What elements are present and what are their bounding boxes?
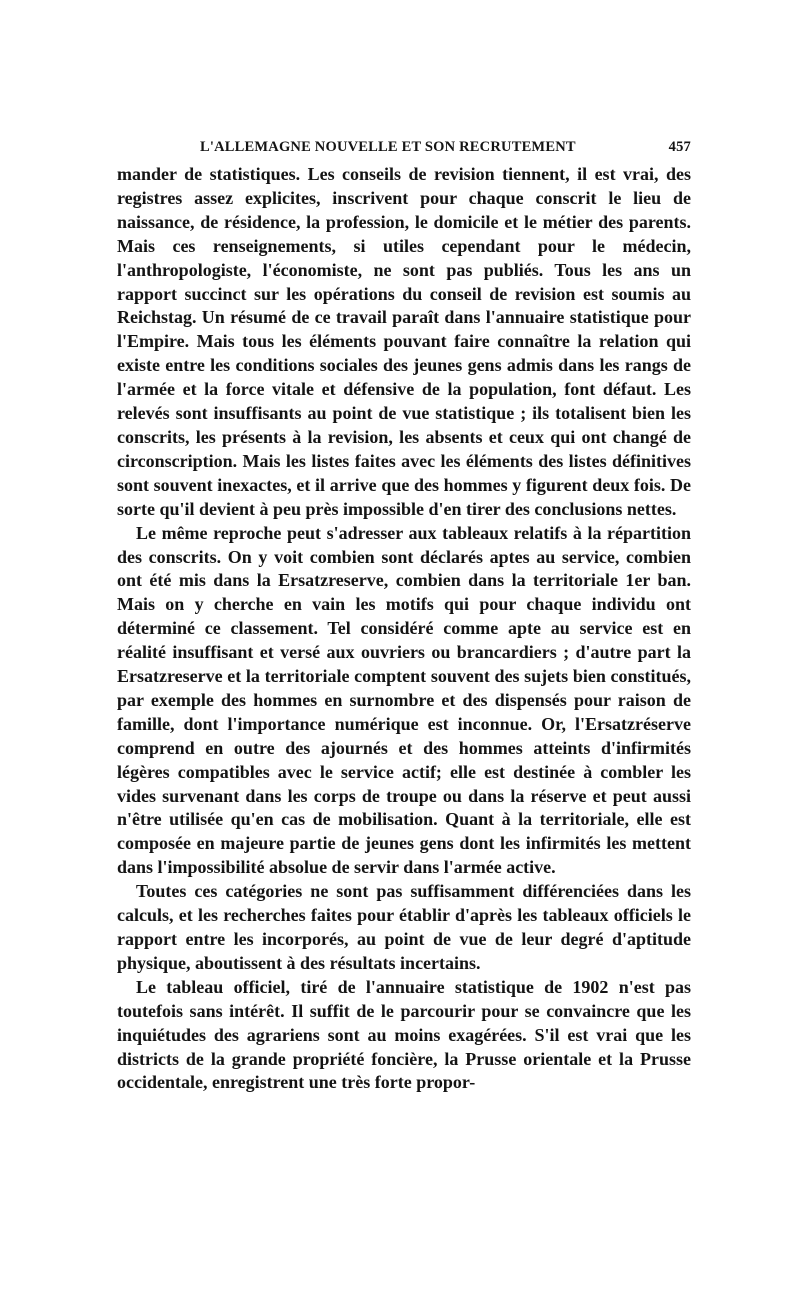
body-text — [117, 163, 691, 1095]
running-header — [117, 139, 691, 163]
paragraph: Toutes ces catégories ne sont pas suffisamment différenciées dans les calculs, et les recherches faites pour établir d'après les tableaux officiels le rapport entre les incorporés, au point de vue de leur degré d'aptitude physique, aboutissent à des résultats incertains. — [117, 881, 691, 973]
page-number: 457 — [668, 139, 691, 155]
paragraph: Le même reproche peut s'adresser aux tableaux relatifs à la répartition des conscrits. On y voit combien sont déclarés aptes au service, combien ont été mis dans la Ersatzreserve, combien dans la territoriale 1er ban. Mais on y cherche en vain les motifs qui pour chaque individu ont déterminé ce classement. Tel considéré comme apte au service est en réalité insuffisant et versé aux ouvriers ou brancardiers ; d'autre part la Ersatzreserve et la territoriale comptent souvent des sujets bien constitués, par exemple des hommes en surnombre et des dispensés pour raison de famille, dont l'importance numérique est inconnue. Or, l'Ersatzréserve comprend en outre des ajournés et des hommes atteints d'infirmités légères compatibles avec le service actif; elle est destinée à combler les vides survenant dans les corps de troupe ou dans la réserve et peut aussi n'être utilisée qu'en cas de mobilisation. Quant à la territoriale, elle est composée en majeure partie de jeunes gens dont les infirmités les mettent dans l'impossibilité absolue de servir dans l'armée active. — [117, 522, 691, 878]
book-page — [117, 139, 691, 1095]
paragraph: Le tableau officiel, tiré de l'annuaire statistique de 1902 n'est pas toutefois sans intérêt. Il suffit de le parcourir pour se convaincre que les inquiétudes des agrariens sont au moins exagérées. S'il est vrai que les districts de la grande propriété foncière, la Prusse orientale et la Prusse occidentale, enregistrent une très forte propor- — [117, 976, 691, 1093]
running-title: L'ALLEMAGNE NOUVELLE ET SON RECRUTEMENT — [200, 139, 576, 155]
paragraph: mander de statistiques. Les conseils de revision tiennent, il est vrai, des registres assez explicites, inscrivent pour chaque conscrit le lieu de naissance, de résidence, la profession, le domicile et le métier des parents. Mais ces renseignements, si utiles cependant pour le médecin, l'anthropologiste, l'économiste, ne sont pas publiés. Tous les ans un rapport succinct sur les opérations du conseil de revision est soumis au Reichstag. Un résumé de ce travail paraît dans l'annuaire statistique pour l'Empire. Mais tous les éléments pouvant faire connaître la relation qui existe entre les conditions sociales des jeunes gens admis dans les rangs de l'armée et la force vitale et défensive de la population, font défaut. Les relevés sont insuffisants au point de vue statistique ; ils totalisent bien les conscrits, les présents à la revision, les absents et ceux qui ont changé de circonscription. Mais les listes faites avec les éléments des listes définitives sont souvent inexactes, et il arrive que des hommes y figurent deux fois. De sorte qu'il devient à peu près impossible d'en tirer des conclusions nettes. — [117, 164, 691, 519]
